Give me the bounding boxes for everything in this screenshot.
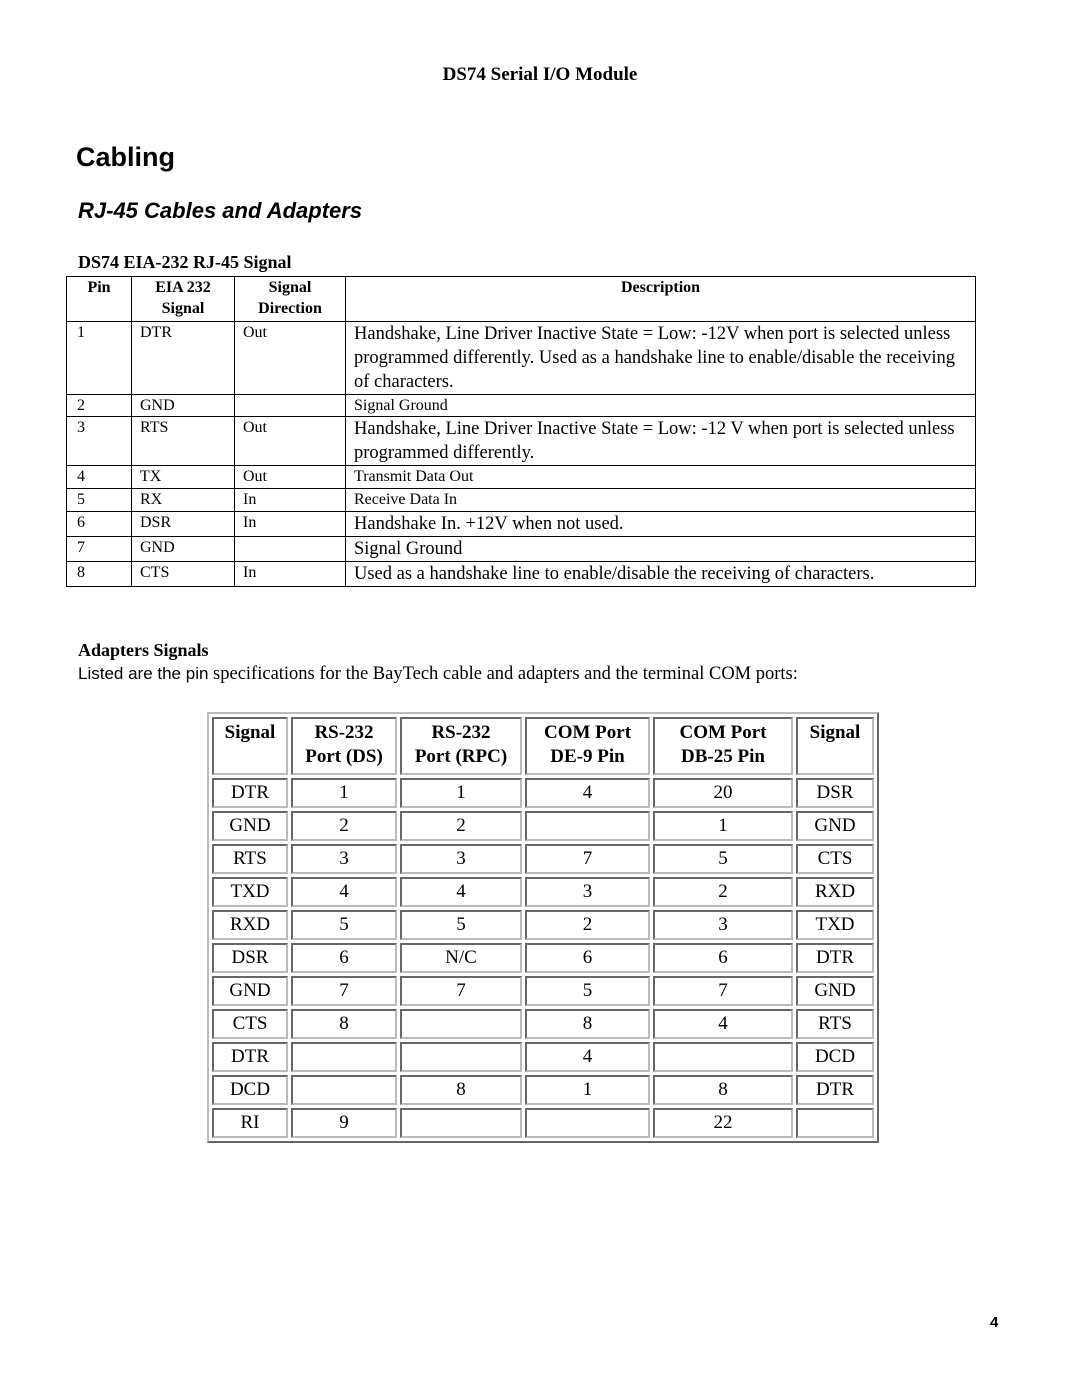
table-cell: CTS	[796, 844, 874, 874]
table-row	[212, 943, 874, 973]
header-eia232-signal	[132, 277, 235, 322]
header-line1: Signal	[809, 722, 861, 743]
direction-cell: In	[235, 562, 346, 587]
direction-cell	[235, 395, 346, 417]
header-line1: COM Port	[543, 722, 632, 743]
table-cell: 7	[291, 976, 397, 1006]
table-cell: N/C	[400, 943, 522, 973]
table-cell: 7	[525, 844, 650, 874]
table-row	[212, 1009, 874, 1039]
description-cell: Transmit Data Out	[346, 466, 976, 489]
table-row	[67, 512, 976, 537]
header-line2: Port (DS)	[305, 746, 383, 767]
table-cell: RXD	[212, 910, 288, 940]
table-header-row	[67, 277, 976, 322]
table-cell: 5	[653, 844, 793, 874]
signal-cell: TX	[132, 466, 235, 489]
table-cell: 5	[291, 910, 397, 940]
table-cell: GND	[212, 976, 288, 1006]
header-eia-line1: EIA 232	[155, 279, 211, 296]
pin-cell: 1	[67, 322, 132, 395]
signal-cell: DSR	[132, 512, 235, 537]
header-signal-direction	[235, 277, 346, 322]
direction-cell: Out	[235, 466, 346, 489]
header-line1: COM Port	[679, 722, 767, 743]
page-number: 4	[990, 1314, 999, 1331]
header-signal-right	[796, 717, 874, 775]
table-cell: DTR	[796, 1075, 874, 1105]
table-cell: 1	[653, 811, 793, 841]
table-row	[212, 910, 874, 940]
table-cell: 3	[291, 844, 397, 874]
table-cell: RTS	[212, 844, 288, 874]
table-cell: 2	[291, 811, 397, 841]
description-cell: Handshake, Line Driver Inactive State = Low: -12V when port is selected unless programmed differently. Used as a handshake line to enable/disable the receiving of characters.	[346, 322, 976, 395]
table-header-row	[212, 717, 874, 775]
table-cell: 1	[525, 1075, 650, 1105]
header-pin: Pin	[67, 277, 132, 322]
header-rs232-rpc	[400, 717, 522, 775]
table-cell: 4	[291, 877, 397, 907]
table-row	[67, 537, 976, 562]
table-cell: 8	[400, 1075, 522, 1105]
running-header: DS74 Serial I/O Module	[442, 64, 638, 85]
table-cell: 22	[653, 1108, 793, 1138]
header-description: Description	[346, 277, 976, 322]
table-cell	[653, 1042, 793, 1072]
table-cell: RTS	[796, 1009, 874, 1039]
description-cell: Receive Data In	[346, 489, 976, 512]
table-cell: DTR	[212, 1042, 288, 1072]
table-cell	[525, 811, 650, 841]
table-row	[212, 778, 874, 808]
header-signal-left	[212, 717, 288, 775]
table-cell: 4	[400, 877, 522, 907]
table-cell: 4	[525, 778, 650, 808]
signal-cell: RX	[132, 489, 235, 512]
table-cell: DCD	[796, 1042, 874, 1072]
table-cell: 7	[653, 976, 793, 1006]
header-line1: RS-232	[314, 722, 374, 743]
intro-part1: Listed are the pin	[78, 664, 209, 683]
table-cell: 3	[400, 844, 522, 874]
direction-cell: In	[235, 489, 346, 512]
header-dir-line2: Direction	[258, 300, 322, 317]
table-cell: DSR	[796, 778, 874, 808]
table-cell	[796, 1108, 874, 1138]
description-cell: Signal Ground	[346, 537, 976, 562]
table-cell: 4	[525, 1042, 650, 1072]
table-cell: 6	[291, 943, 397, 973]
table-row	[67, 562, 976, 587]
table-cell	[291, 1042, 397, 1072]
table-row	[67, 395, 976, 417]
table-row	[212, 877, 874, 907]
header-line2: DB-25 Pin	[681, 746, 765, 767]
signal-cell: DTR	[132, 322, 235, 395]
pin-cell: 7	[67, 537, 132, 562]
adapters-intro	[78, 664, 798, 685]
rj45-signal-table	[66, 276, 976, 587]
signal-cell: RTS	[132, 417, 235, 466]
table-cell: GND	[212, 811, 288, 841]
table-cell: 6	[525, 943, 650, 973]
table-cell: 2	[400, 811, 522, 841]
direction-cell: Out	[235, 322, 346, 395]
header-line1: RS-232	[431, 722, 491, 743]
table-cell: RXD	[796, 877, 874, 907]
table-cell: 3	[653, 910, 793, 940]
adapters-title: Adapters Signals	[78, 640, 209, 660]
header-rs232-ds	[291, 717, 397, 775]
table-cell	[525, 1108, 650, 1138]
pin-cell: 2	[67, 395, 132, 417]
pin-cell: 4	[67, 466, 132, 489]
table-cell	[400, 1042, 522, 1072]
table-row	[67, 322, 976, 395]
section-title: Cabling	[76, 142, 175, 172]
header-line2: DE-9 Pin	[550, 746, 625, 767]
header-line2: Port (RPC)	[414, 746, 508, 767]
table-row	[67, 489, 976, 512]
table-cell	[400, 1108, 522, 1138]
pin-cell: 3	[67, 417, 132, 466]
intro-part2: specifications for the BayTech cable and adapters and the terminal COM ports:	[208, 664, 798, 684]
header-dir-line1: Signal	[268, 279, 312, 296]
table-cell: GND	[796, 976, 874, 1006]
pin-cell: 8	[67, 562, 132, 587]
table-cell: TXD	[212, 877, 288, 907]
table-cell: 5	[525, 976, 650, 1006]
table-cell: 8	[653, 1075, 793, 1105]
description-cell: Handshake, Line Driver Inactive State = Low: -12 V when port is selected unless programmed differently.	[346, 417, 976, 466]
table-cell: 8	[291, 1009, 397, 1039]
table-cell: 3	[525, 877, 650, 907]
table-row	[67, 417, 976, 466]
table-cell: GND	[796, 811, 874, 841]
table-cell: 2	[653, 877, 793, 907]
signal-cell: CTS	[132, 562, 235, 587]
table-row	[67, 466, 976, 489]
direction-cell: In	[235, 512, 346, 537]
pin-cell: 5	[67, 489, 132, 512]
table-cell: TXD	[796, 910, 874, 940]
table-row	[212, 811, 874, 841]
description-cell: Handshake In. +12V when not used.	[346, 512, 976, 537]
rj45-table-title: DS74 EIA-232 RJ-45 Signal	[78, 252, 292, 272]
table-cell: 7	[400, 976, 522, 1006]
table-cell: 4	[653, 1009, 793, 1039]
signal-cell: GND	[132, 395, 235, 417]
table-cell: 5	[400, 910, 522, 940]
table-cell: 20	[653, 778, 793, 808]
adapters-table	[207, 712, 879, 1143]
table-cell: RI	[212, 1108, 288, 1138]
header-eia-line2: Signal	[161, 300, 205, 317]
table-cell: DTR	[212, 778, 288, 808]
direction-cell	[235, 537, 346, 562]
table-cell: DSR	[212, 943, 288, 973]
table-cell	[291, 1075, 397, 1105]
table-row	[212, 1108, 874, 1138]
description-cell: Signal Ground	[346, 395, 976, 417]
table-cell	[400, 1009, 522, 1039]
pin-cell: 6	[67, 512, 132, 537]
table-cell: 1	[400, 778, 522, 808]
table-cell: 9	[291, 1108, 397, 1138]
header-com-db25	[653, 717, 793, 775]
table-cell: DTR	[796, 943, 874, 973]
table-row	[212, 844, 874, 874]
direction-cell: Out	[235, 417, 346, 466]
table-cell: 8	[525, 1009, 650, 1039]
table-cell: 1	[291, 778, 397, 808]
table-cell: CTS	[212, 1009, 288, 1039]
table-cell: 2	[525, 910, 650, 940]
header-line1: Signal	[224, 722, 276, 743]
table-row	[212, 1042, 874, 1072]
table-row	[212, 1075, 874, 1105]
header-com-de9	[525, 717, 650, 775]
section-subtitle: RJ-45 Cables and Adapters	[78, 198, 363, 223]
table-row	[212, 976, 874, 1006]
signal-cell: GND	[132, 537, 235, 562]
description-cell: Used as a handshake line to enable/disable the receiving of characters.	[346, 562, 976, 587]
table-cell: 6	[653, 943, 793, 973]
table-cell: DCD	[212, 1075, 288, 1105]
